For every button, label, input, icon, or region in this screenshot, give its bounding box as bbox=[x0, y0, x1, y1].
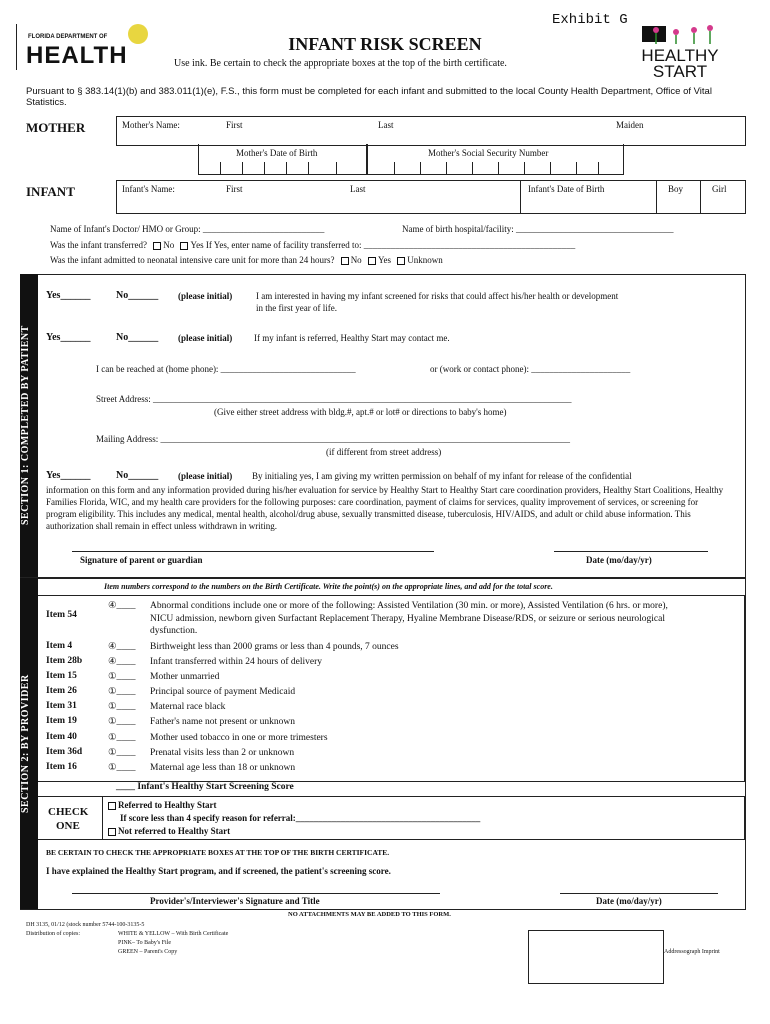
nicu-yes-label: Yes bbox=[377, 255, 392, 265]
s1-q2-text: If my infant is referred, Healthy Start may contact me. bbox=[254, 333, 450, 343]
risk-item-points[interactable]: ①____ bbox=[108, 717, 136, 727]
section1-box bbox=[20, 274, 746, 578]
not-referred-row bbox=[108, 826, 230, 836]
referral-reason-field[interactable]: If score less than 4 specify reason for referral:_________________________________________ bbox=[120, 813, 481, 823]
s1-q2-yes[interactable]: Yes______ bbox=[46, 332, 91, 343]
risk-item-points[interactable]: ①____ bbox=[108, 748, 136, 758]
nicu-row bbox=[50, 255, 443, 265]
mother-ssn-label: Mother's Social Security Number bbox=[428, 148, 549, 158]
boy-divider bbox=[656, 180, 657, 213]
no-attachments-note: NO ATTACHMENTS MAY BE ADDED TO THIS FORM. bbox=[288, 911, 451, 918]
infant-label: INFANT bbox=[26, 184, 75, 199]
risk-item-description: Principal source of payment Medicaid bbox=[150, 687, 296, 697]
hospital-field[interactable]: Name of birth hospital/facility: ___________________________________ bbox=[402, 224, 674, 234]
form-number: DH 3135, 01/12 (stock number 5744-100-3135-5 bbox=[26, 922, 145, 928]
s2-date-line bbox=[560, 893, 718, 894]
s1-q2-no[interactable]: No______ bbox=[116, 332, 159, 343]
risk-item-description: Mother unmarried bbox=[150, 672, 220, 682]
s2-date-label: Date (mo/day/yr) bbox=[596, 896, 662, 906]
boy-label[interactable]: Boy bbox=[668, 184, 684, 194]
referred-row bbox=[108, 800, 217, 810]
nicu-no-checkbox[interactable] bbox=[341, 257, 349, 265]
provider-signature-label: Provider's/Interviewer's Signature and Title bbox=[150, 896, 320, 906]
risk-item-number: Item 4 bbox=[46, 641, 73, 651]
hs-logo-line1: HEALTHY bbox=[641, 46, 719, 65]
s1-q3-text: By initialing yes, I am giving my written permission on behalf of my infant for release of the confidential bbox=[252, 471, 632, 481]
street-address-field[interactable]: Street Address: _____________________________________________________________________________________________ bbox=[96, 394, 572, 404]
infant-first-label: First bbox=[226, 184, 243, 194]
s1-q1-no[interactable]: No______ bbox=[116, 290, 159, 301]
risk-item-description: Mother used tobacco in one or more trimesters bbox=[150, 733, 328, 743]
not-referred-label: Not referred to Healthy Start bbox=[118, 826, 231, 836]
distribution-label: Distribution of copies: bbox=[26, 931, 80, 937]
s1-q3-no[interactable]: No______ bbox=[116, 470, 159, 481]
s2-header: Item numbers correspond to the numbers on the Birth Certificate. Write the point(s) on the appropriate lines, and add for the total score. bbox=[104, 582, 553, 591]
nicu-yes-checkbox[interactable] bbox=[368, 257, 376, 265]
section1-label: SECTION 1: COMPLETED BY PATIENT bbox=[20, 325, 31, 526]
home-phone-field[interactable]: I can be reached at (home phone): ______________________________ bbox=[96, 364, 356, 374]
risk-item-points[interactable]: ①____ bbox=[108, 672, 136, 682]
risk-item-number: Item 54 bbox=[46, 610, 77, 620]
check-label: CHECK bbox=[48, 806, 89, 818]
mother-label: MOTHER bbox=[26, 120, 86, 135]
risk-item-description: Prenatal visits less than 2 or unknown bbox=[150, 748, 295, 758]
addressograph-box bbox=[528, 930, 664, 984]
nicu-no-label: No bbox=[350, 255, 362, 265]
hs-logo-line2: START bbox=[652, 62, 708, 81]
exhibit-label: Exhibit G bbox=[552, 12, 628, 28]
risk-item-description: Maternal race black bbox=[150, 702, 226, 712]
healthy-start-logo bbox=[638, 22, 722, 82]
infant-dob-label: Infant's Date of Birth bbox=[528, 184, 605, 194]
fdoh-logo-line2: HEALTH bbox=[26, 42, 128, 69]
page-title: INFANT RISK SCREEN bbox=[288, 34, 482, 54]
nicu-unknown-label: Unknown bbox=[407, 255, 443, 265]
s1-q1-text: I am interested in having my infant screened for risks that could affect his/her health or development bbox=[256, 291, 619, 301]
s1-q2-initial: (please initial) bbox=[178, 333, 233, 343]
transferred-question: Was the infant transferred? bbox=[50, 240, 147, 250]
mother-dob-label: Mother's Date of Birth bbox=[236, 148, 318, 158]
infant-last-label: Last bbox=[350, 184, 366, 194]
s1-date-line bbox=[554, 551, 708, 552]
not-referred-checkbox[interactable] bbox=[108, 828, 116, 836]
s1-q3-initial: (please initial) bbox=[178, 471, 233, 481]
risk-item-description: Father's name not present or unknown bbox=[150, 717, 295, 727]
risk-item-description: Abnormal conditions include one or more of the following: Assisted Ventilation (30 min. or more), Assisted Ventilation (6 hrs. or more), NICU admission, newborn given Surfactant Replacement Therapy, Hyaline Membrane Disease/RDS, or seizure or serious neurological dysfunction. bbox=[150, 601, 668, 636]
risk-item-number: Item 28b bbox=[46, 656, 83, 666]
risk-item-points[interactable]: ④____ bbox=[108, 642, 136, 652]
nicu-question: Was the infant admitted to neonatal intensive care unit for more than 24 hours? bbox=[50, 255, 335, 265]
risk-item-number: Item 36d bbox=[46, 747, 83, 757]
transferred-no-checkbox[interactable] bbox=[153, 242, 161, 250]
transferred-facility-field[interactable]: If Yes, enter name of facility transferred to: _______________________________________________ bbox=[205, 240, 576, 250]
fdoh-logo-line1: FLORIDA DEPARTMENT OF bbox=[28, 34, 108, 40]
infant-name-box bbox=[116, 180, 746, 214]
certain-notice: BE CERTAIN TO CHECK THE APPROPRIATE BOXES AT THE TOP OF THE BIRTH CERTIFICATE. bbox=[46, 848, 390, 857]
referred-checkbox[interactable] bbox=[108, 802, 116, 810]
infant-name-label: Infant's Name: bbox=[122, 184, 175, 194]
distribution-white: WHITE & YELLOW – With Birth Certificate bbox=[118, 931, 229, 937]
risk-item-points[interactable]: ①____ bbox=[108, 763, 136, 773]
risk-item-points[interactable]: ①____ bbox=[108, 702, 136, 712]
mother-digit-ticks bbox=[198, 162, 622, 174]
s1-q1-initial: (please initial) bbox=[178, 291, 233, 301]
s1-q3-yes[interactable]: Yes______ bbox=[46, 470, 91, 481]
risk-item-number: Item 19 bbox=[46, 716, 77, 726]
doctor-field[interactable]: Name of Infant's Doctor/ HMO or Group: ___________________________ bbox=[50, 224, 325, 234]
section2-label: SECTION 2: BY PROVIDER bbox=[20, 674, 31, 813]
infant-dob-divider bbox=[520, 180, 521, 213]
provider-signature-line bbox=[72, 893, 440, 894]
nicu-unknown-checkbox[interactable] bbox=[397, 257, 405, 265]
explained-statement: I have explained the Healthy Start program, and if screened, the patient's screening score. bbox=[46, 866, 391, 876]
risk-item-number: Item 15 bbox=[46, 671, 77, 681]
transferred-yes-checkbox[interactable] bbox=[180, 242, 188, 250]
s1-consent-text: information on this form and any information provided during his/her evaluation for service by Healthy Start to Healthy Start care coordination providers, Healthy Start Coalitions, Healthy Families Florida, WIC, and my health care providers for the following purposes: care coordination, payment of claims for services, quality improvement of services, or screening for program eligibility. This includes any medical, mental health, alcohol/drug abuse, sexually transmitted disease, tuberculosis, HIV/AIDS, and adult or child abuse information. This authorization shall remain in effect unless withdrawn in writing. bbox=[46, 485, 724, 531]
risk-item-description: Infant transferred within 24 hours of delivery bbox=[150, 657, 323, 667]
mailing-address-note: (if different from street address) bbox=[326, 447, 442, 457]
s1-signature-label: Signature of parent or guardian bbox=[80, 555, 203, 565]
risk-item-points[interactable]: ①____ bbox=[108, 733, 136, 743]
transferred-no-label: No bbox=[163, 240, 175, 250]
statute-text: Pursuant to § 383.14(1)(b) and 383.011(1)(e), F.S., this form must be completed for each infant and submitted to the local County Health Department, Office of Vital Statistics. bbox=[26, 86, 712, 108]
distribution-pink: PINK– To Baby's File bbox=[118, 940, 172, 946]
risk-item-number: Item 26 bbox=[46, 686, 77, 696]
mother-first-label: First bbox=[226, 120, 243, 130]
s1-q1-text-b: in the first year of life. bbox=[256, 303, 337, 313]
street-address-note: (Give either street address with bldg.#, apt.# or lot# or directions to baby's home) bbox=[214, 407, 507, 417]
mother-last-label: Last bbox=[378, 120, 394, 130]
girl-label[interactable]: Girl bbox=[712, 184, 727, 194]
one-label: ONE bbox=[56, 820, 80, 832]
girl-divider bbox=[700, 180, 701, 213]
risk-item-number: Item 16 bbox=[46, 762, 77, 772]
s1-signature-line bbox=[72, 551, 434, 552]
referred-label: Referred to Healthy Start bbox=[118, 800, 217, 810]
s1-date-label: Date (mo/day/yr) bbox=[586, 555, 652, 565]
mother-maiden-label: Maiden bbox=[616, 120, 644, 130]
risk-item-description: Birthweight less than 2000 grams or less than 4 pounds, 7 ounces bbox=[150, 642, 399, 652]
risk-item-description: Maternal age less than 18 or unknown bbox=[150, 763, 296, 773]
risk-item-points[interactable]: ④____ bbox=[108, 601, 136, 611]
work-phone-field[interactable]: or (work or contact phone): ______________________ bbox=[430, 364, 631, 374]
risk-item-number: Item 40 bbox=[46, 732, 77, 742]
transferred-yes-label: Yes bbox=[190, 240, 204, 250]
s1-q1-yes[interactable]: Yes______ bbox=[46, 290, 91, 301]
page-subtitle: Use ink. Be certain to check the appropriate boxes at the top of the birth certificate. bbox=[174, 58, 507, 69]
risk-item-points[interactable]: ①____ bbox=[108, 687, 136, 697]
addressograph-label: Addressograph Imprint bbox=[664, 949, 720, 955]
risk-item-points[interactable]: ④____ bbox=[108, 657, 136, 667]
mother-name-box bbox=[116, 116, 746, 146]
mailing-address-field[interactable]: Mailing Address: ___________________________________________________________________________________________ bbox=[96, 434, 570, 444]
mother-name-label: Mother's Name: bbox=[122, 120, 180, 130]
flowers-icon bbox=[638, 22, 722, 46]
risk-item-number: Item 31 bbox=[46, 701, 77, 711]
distribution-green: GREEN – Parent's Copy bbox=[118, 949, 178, 955]
screening-score[interactable]: ____ Infant's Healthy Start Screening Score bbox=[116, 782, 294, 792]
check-one-divider bbox=[102, 796, 103, 839]
transferred-row bbox=[50, 240, 575, 250]
